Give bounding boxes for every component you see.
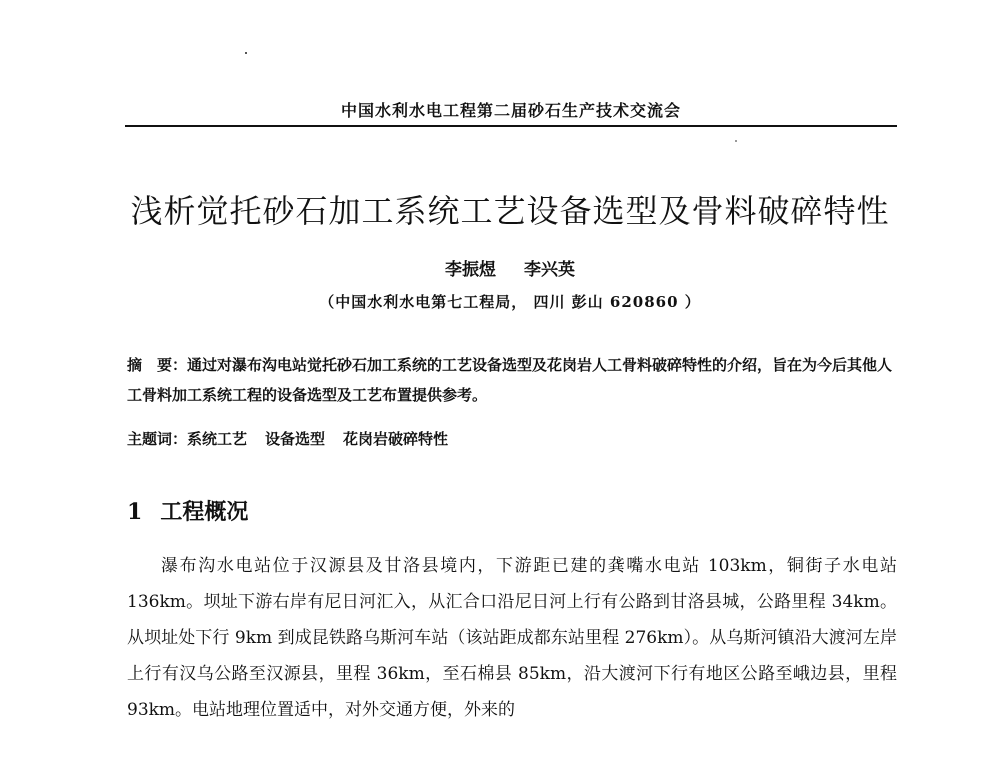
author-name: 李兴英 (524, 260, 575, 280)
abstract-text: 通过对瀑布沟电站觉托砂石加工系统的工艺设备选型及花岗岩人工骨料破碎特性的介绍，旨在为今后其他人工骨料加工系统工程的设备选型及工艺布置提供参考。 (127, 356, 893, 404)
keywords (127, 428, 897, 449)
header-rule (125, 125, 897, 127)
scan-speck (245, 52, 247, 54)
abstract-label: 摘 要： (127, 356, 188, 374)
running-header: 中国水利水电工程第二届砂石生产技术交流会 (340, 101, 681, 120)
paper-title: 浅析觉托砂石加工系统工艺设备选型及骨料破碎特性 (130, 192, 890, 230)
keyword: 设备选型 (265, 430, 326, 448)
author-name: 李振煜 (445, 260, 496, 280)
section-number: 1 (127, 499, 143, 525)
section-heading (127, 495, 248, 526)
keyword: 系统工艺 (187, 430, 248, 448)
scan-speck (735, 140, 737, 142)
body-text (127, 548, 897, 728)
section-title: 工程概况 (160, 499, 249, 525)
keywords-label: 主题词： (127, 430, 188, 448)
author-affiliation: （中国水利水电第七工程局， 四川 彭山 620860 ） (319, 293, 701, 311)
author-list (300, 255, 720, 280)
keyword: 花岗岩破碎特性 (343, 430, 449, 448)
abstract (127, 350, 897, 410)
body-paragraph: 瀑布沟水电站位于汉源县及甘洛县境内，下游距已建的龚嘴水电站 103km，铜街子水电站 136km。坝址下游右岸有尼日河汇入，从汇合口沿尼日河上行有公路到甘洛县城，公路里程 34km。从坝址处下行 9km 到成昆铁路乌斯河车站（该站距成都东站里程 276km）。从乌斯河镇沿大渡河左岸上行有汉乌公路至汉源县，里程 36km，至石棉县 85km，沿大渡河下行有地区公路至峨边县，里程 93km。电站地理位置适中，对外交通方便，外来的 (127, 556, 897, 720)
